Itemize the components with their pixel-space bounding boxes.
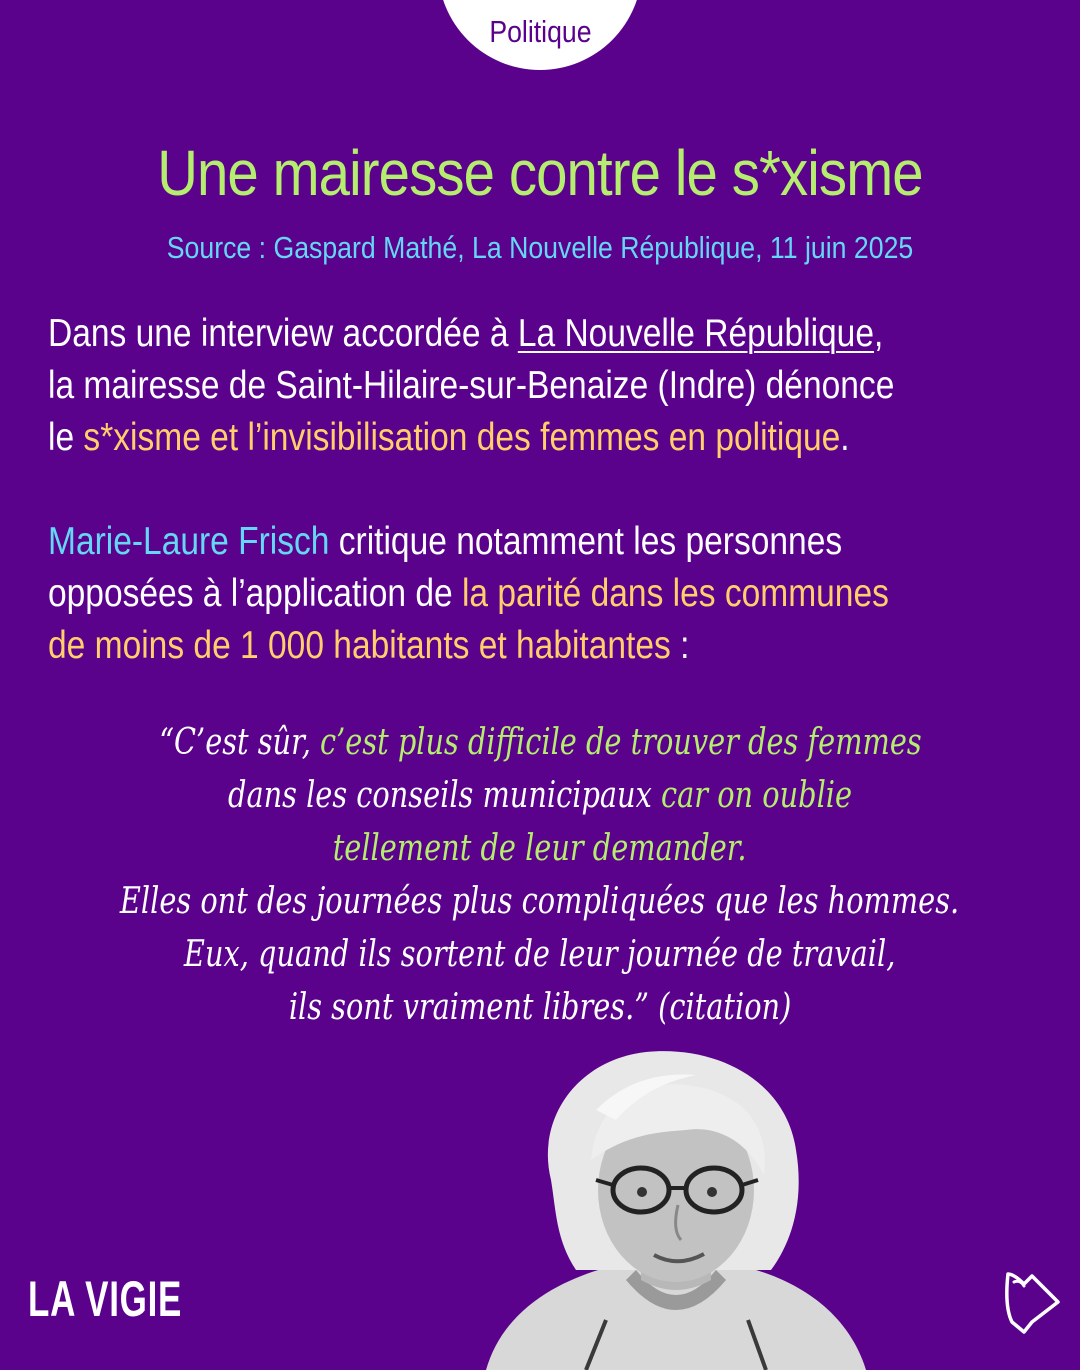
page-title: Une mairesse contre le s*xisme	[157, 137, 923, 209]
highlight-sexism: s*xisme et l’invisibilisation des femmes en politique	[83, 416, 841, 459]
portrait-photo	[486, 1040, 866, 1370]
quote-line: ils sont vraiment libres.” (citation)	[288, 987, 792, 1028]
highlight-parity: la parité dans les communes	[461, 572, 889, 615]
highlight-communes: de moins de 1 000 habitants et habitantes	[48, 624, 671, 667]
quote-line: “C’est sûr, c’est plus difficile de trouver des femmes	[158, 722, 922, 763]
quote-line: Elles ont des journées plus compliquées que les hommes.	[120, 881, 960, 922]
quote-block	[0, 716, 1080, 1034]
brand-logo: LA VIGIE	[28, 1271, 183, 1327]
category-label: Politique	[488, 14, 592, 49]
quote-line: dans les conseils municipaux car on oublie	[227, 775, 853, 816]
category-tab	[438, 0, 642, 70]
quote-line: Eux, quand ils sortent de leur journée de travail,	[184, 934, 896, 975]
newspaper-link[interactable]: La Nouvelle République	[517, 312, 874, 355]
source-line: Source : Gaspard Mathé, La Nouvelle République, 11 juin 2025	[166, 230, 914, 265]
pointing-hand-arrow-icon[interactable]	[998, 1262, 1064, 1338]
person-name: Marie-Laure Frisch	[48, 520, 330, 563]
quote-line: tellement de leur demander.	[333, 828, 747, 869]
intro-paragraph: Dans une interview accordée à La Nouvelle République, la mairesse de Saint-Hilaire-sur-Benaize (Indre) dénonce le s*xisme et l’invisibilisation des femmes en politique.	[48, 312, 895, 459]
context-paragraph: Marie-Laure Frisch critique notamment les personnes opposées à l’application de la parité dans les communes de moins de 1 000 habitants et habitantes :	[48, 520, 889, 667]
